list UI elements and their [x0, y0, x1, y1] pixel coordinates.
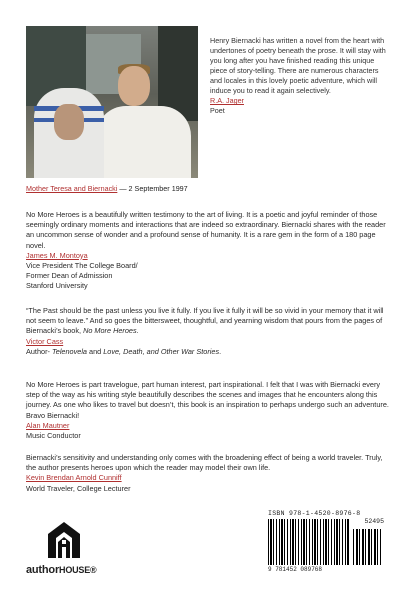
reviewer-name: Alan Mautner — [26, 420, 70, 430]
reviewer-name: Kevin Brendan Arnold Cunniff — [26, 473, 122, 483]
work-title-2: Love, Death, and Other War Stories — [103, 346, 220, 356]
role-suffix: . — [219, 346, 222, 356]
publisher-logo — [26, 520, 116, 584]
photo-man-head — [118, 66, 150, 106]
barcode-number: 9 781452 089768 — [268, 566, 323, 573]
publisher-name-main: author — [26, 564, 60, 576]
review-text: Biernacki’s sensitivity and understanding only comes with the broadening effect of being a world traveler. Truly, the author presents heroes upon which the reader may model their own life. — [26, 453, 383, 473]
role-and: and — [87, 346, 104, 356]
authorhouse-house-icon — [44, 520, 84, 560]
barcode-main-bars — [268, 519, 350, 565]
cover-photo — [26, 26, 198, 178]
review-text-end: . — [136, 326, 139, 336]
isbn-label: ISBN 978-1-4520-8976-8 — [268, 510, 361, 517]
work-title-1: Telenovela — [51, 346, 87, 356]
reviewer-role: Music Conductor — [26, 431, 81, 441]
reviewer-name: R.A. Jager — [210, 96, 244, 105]
price-code: 52495 — [364, 518, 384, 525]
photo-caption — [26, 184, 188, 193]
reviewer-role: World Traveler, College Lecturer — [26, 483, 131, 493]
review-jager — [210, 36, 392, 116]
review-text: Henry Biernacki has written a novel from the heart with undertones of poetry beneath the prose. It will stay with you long after you have finished reading this unique piece of story-telling. There are numerous characters and locales in this lovely poetic adventure, which will induce you to read it again selectively. — [210, 36, 386, 95]
review-text: No More Heroes is a beautifully written testimony to the art of living. It is a poetic and joyful reminder of those seemingly ordinary moments and interactions that are indeed so extraordinary. Biernacki shares with the reader an uncommon sense of wonder and a profound sense of humanity. It is a rare gem in the form of a 180 page novel. — [26, 210, 386, 250]
review-text — [26, 306, 390, 337]
reviewer-name: Victor Cass — [26, 336, 64, 346]
publisher-name — [26, 564, 96, 576]
review-cass — [26, 306, 390, 357]
publisher-name-house: HOUSE — [59, 565, 91, 575]
photo-man-shirt — [96, 106, 191, 178]
review-montoya — [26, 210, 390, 292]
caption-date: — 2 September 1997 — [117, 184, 188, 193]
review-cunniff — [26, 453, 390, 494]
book-title: No More Heroes — [83, 326, 137, 336]
reviewer-role-2: Former Dean of Admission — [26, 271, 113, 281]
registered-mark: ® — [90, 565, 97, 575]
reviewer-role-3: Stanford University — [26, 281, 88, 291]
barcode-bars — [268, 519, 384, 565]
review-text-start: “The Past should be the past unless you live it fully. If you live it fully it will be so vivid in your memory that it will not seem to leave.” And so goes the bittersweet, thoughtful, and yearning wisdom that pours from the pages of Biernacki’s book, — [26, 306, 384, 336]
reviewer-role — [26, 347, 390, 357]
review-mautner — [26, 380, 390, 441]
reviewer-name: James M. Montoya — [26, 250, 88, 260]
photo-nun-face — [54, 104, 84, 140]
caption-name: Mother Teresa and Biernacki — [26, 184, 118, 193]
barcode — [268, 510, 384, 580]
reviewer-role: Poet — [210, 106, 225, 115]
review-text: No More Heroes is part travelogue, part human interest, part inspirational. I felt that I was with Biernacki every step of the way as his writing style beautifully describes the scenes and images that he encounters along this journey. As one who likes to travel but doesn’t, this book is an inspiration to perhaps undergo such an adventure. Bravo Biernacki! — [26, 380, 389, 420]
barcode-price-bars — [353, 529, 381, 565]
reviewer-role-1: Vice President The College Board/ — [26, 261, 138, 271]
role-prefix: Author- — [26, 346, 52, 356]
